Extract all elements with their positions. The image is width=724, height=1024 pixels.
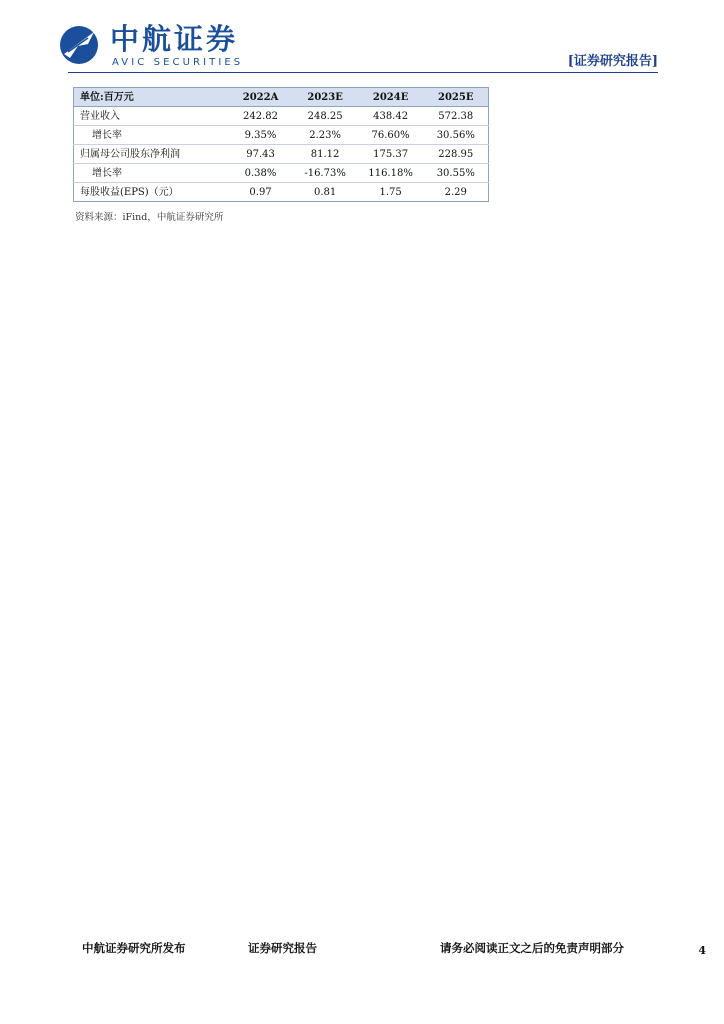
logo-mark-text: AVIC (73, 52, 89, 59)
table-cell: 116.18% (358, 164, 424, 183)
table-row (74, 183, 489, 202)
financial-forecast-table (73, 87, 489, 202)
table-cell: 438.42 (358, 107, 424, 126)
table-cell: 228.95 (424, 145, 489, 164)
table-cell: 81.12 (293, 145, 358, 164)
company-logo (58, 22, 258, 70)
table-cell: 175.37 (358, 145, 424, 164)
logo-chinese-name: 中航证券 (110, 22, 239, 56)
row-label: 归属母公司股东净利润 (74, 145, 229, 164)
table-cell: 248.25 (293, 107, 358, 126)
footer-disclaimer-note: 请务必阅读正文之后的免责声明部分 (440, 941, 624, 955)
table-cell: 76.60% (358, 126, 424, 145)
table-row (74, 126, 489, 145)
table-cell: 2.29 (444, 186, 467, 198)
table-row (74, 164, 489, 183)
header-cell-2023e: 2023E (293, 88, 358, 107)
table-cell: 572.38 (424, 107, 489, 126)
table-cell: 9.35% (229, 126, 293, 145)
page-number: 4 (698, 944, 706, 957)
table-cell: 97.43 (229, 145, 293, 164)
table-row (74, 107, 489, 126)
table-cell: 2.23% (293, 126, 358, 145)
table-cell: 30.55% (424, 164, 489, 183)
avic-plane-logo-icon (58, 24, 100, 66)
table-cell: 242.82 (229, 107, 293, 126)
header-cell-2025e: 2025E (424, 88, 489, 107)
header-cell-2024e: 2024E (358, 88, 424, 107)
table-cell: 1.75 (379, 186, 402, 198)
table-row (74, 145, 489, 164)
table-cell: 30.56% (424, 126, 489, 145)
footer-publisher: 中航证券研究所发布 (82, 941, 186, 955)
footer-report-type: 证券研究报告 (248, 941, 317, 955)
row-label: 营业收入 (74, 107, 229, 126)
header-divider (68, 72, 658, 73)
table-source-note: 资料来源：iFind，中航证券研究所 (75, 212, 224, 223)
report-type-tag: [证券研究报告] (567, 54, 658, 69)
logo-english-name: AVIC SECURITIES (112, 57, 244, 68)
table-header-row (74, 88, 489, 107)
header-cell-2022a: 2022A (229, 88, 293, 107)
table-cell: 0.97 (249, 186, 272, 198)
header-cell-unit: 单位:百万元 (74, 88, 229, 107)
row-label: 增长率 (74, 164, 229, 183)
table-cell: -16.73% (293, 164, 358, 183)
row-label: 每股收益(EPS)（元） (80, 186, 179, 198)
row-label: 增长率 (74, 126, 229, 145)
table-cell: 0.81 (313, 186, 337, 198)
table-cell: 0.38% (229, 164, 293, 183)
